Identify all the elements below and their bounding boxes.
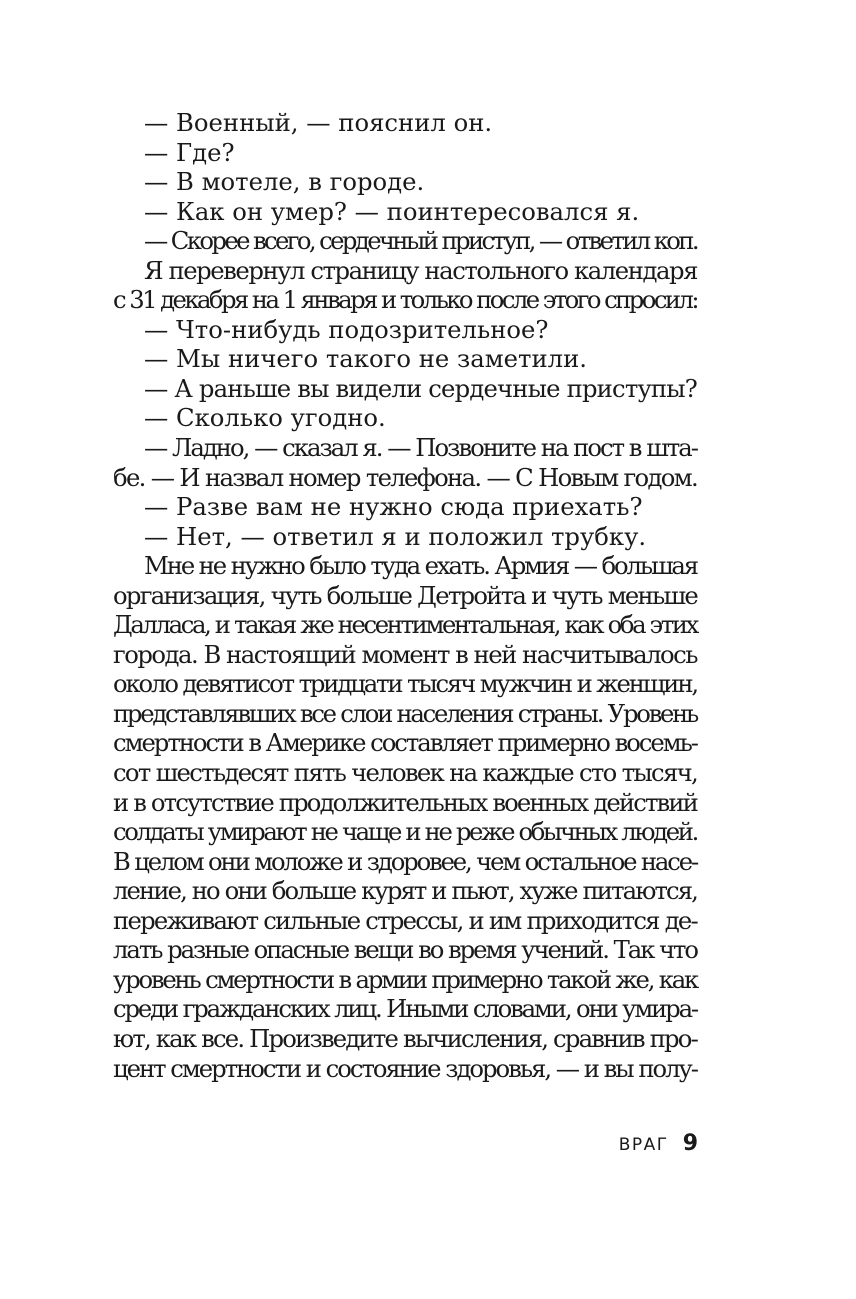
text-line: Далласа, и такая же несентиментальная, как оба этих xyxy=(113,610,697,640)
text-line: В целом они моложе и здоровее, чем остальное насе- xyxy=(113,846,697,876)
page-number: 9 xyxy=(682,1131,698,1156)
text-line: ление, но они больше курят и пьют, хуже питаются, xyxy=(113,876,697,906)
text-line: уровень смертности в армии примерно такой же, как xyxy=(113,964,697,994)
text-line: среди гражданских лиц. Иными словами, они умира- xyxy=(113,994,697,1024)
text-line: организация, чуть больше Детройта и чуть меньше xyxy=(113,580,697,610)
text-line: — Где? xyxy=(144,137,235,167)
text-line: — Как он умер? — поинтересовался я. xyxy=(144,196,640,226)
text-line: переживают сильные стрессы, и им приходится де- xyxy=(113,905,697,935)
text-line: — Ладно, — сказал я. — Позвоните на пост в шта- xyxy=(144,433,697,463)
text-line: — Разве вам не нужно сюда приехать? xyxy=(144,492,643,522)
text-line: лать разные опасные вещи во время учений. Так что xyxy=(113,935,697,965)
running-head: ВРАГ xyxy=(618,1135,669,1155)
text-line: города. В настоящий момент в ней насчитывалось xyxy=(113,639,697,669)
text-line: около девятисот тридцати тысяч мужчин и женщин, xyxy=(113,669,697,699)
text-line: Я перевернул страницу настольного календаря xyxy=(144,255,697,285)
text-line: бе. — И назвал номер телефона. — С Новым годом. xyxy=(113,462,697,492)
text-line: — А раньше вы видели сердечные приступы? xyxy=(144,373,697,403)
text-line: и в отсутствие продолжительных военных действий xyxy=(113,787,697,817)
text-line: цент смертности и состояние здоровья, — и вы полу- xyxy=(113,1053,697,1083)
body-text xyxy=(113,108,697,1083)
text-line: представлявших все слои населения страны. Уровень xyxy=(113,698,697,728)
text-line: — Сколько угодно. xyxy=(144,403,386,433)
text-line: — В мотеле, в городе. xyxy=(144,167,425,197)
text-line: ют, как все. Произведите вычисления, сравнив про- xyxy=(113,1023,697,1053)
text-line: — Нет, — ответил я и положил трубку. xyxy=(144,521,647,551)
text-line: — Военный, — пояснил он. xyxy=(144,108,493,137)
text-line: с 31 декабря на 1 января и только после этого спросил: xyxy=(113,285,697,315)
text-line: — Скорее всего, сердечный приступ, — ответил коп. xyxy=(144,226,697,256)
page-footer xyxy=(619,1131,698,1156)
text-line: — Что-нибудь подозрительное? xyxy=(144,314,549,344)
text-line: смертности в Америке составляет примерно восемь- xyxy=(113,728,697,758)
text-line: солдаты умирают не чаще и не реже обычных людей. xyxy=(113,817,697,847)
text-line: — Мы ничего такого не заметили. xyxy=(144,344,587,374)
text-line: сот шестьдесят пять человек на каждые сто тысяч, xyxy=(113,758,697,788)
text-line: Мне не нужно было туда ехать. Армия — большая xyxy=(144,551,697,581)
